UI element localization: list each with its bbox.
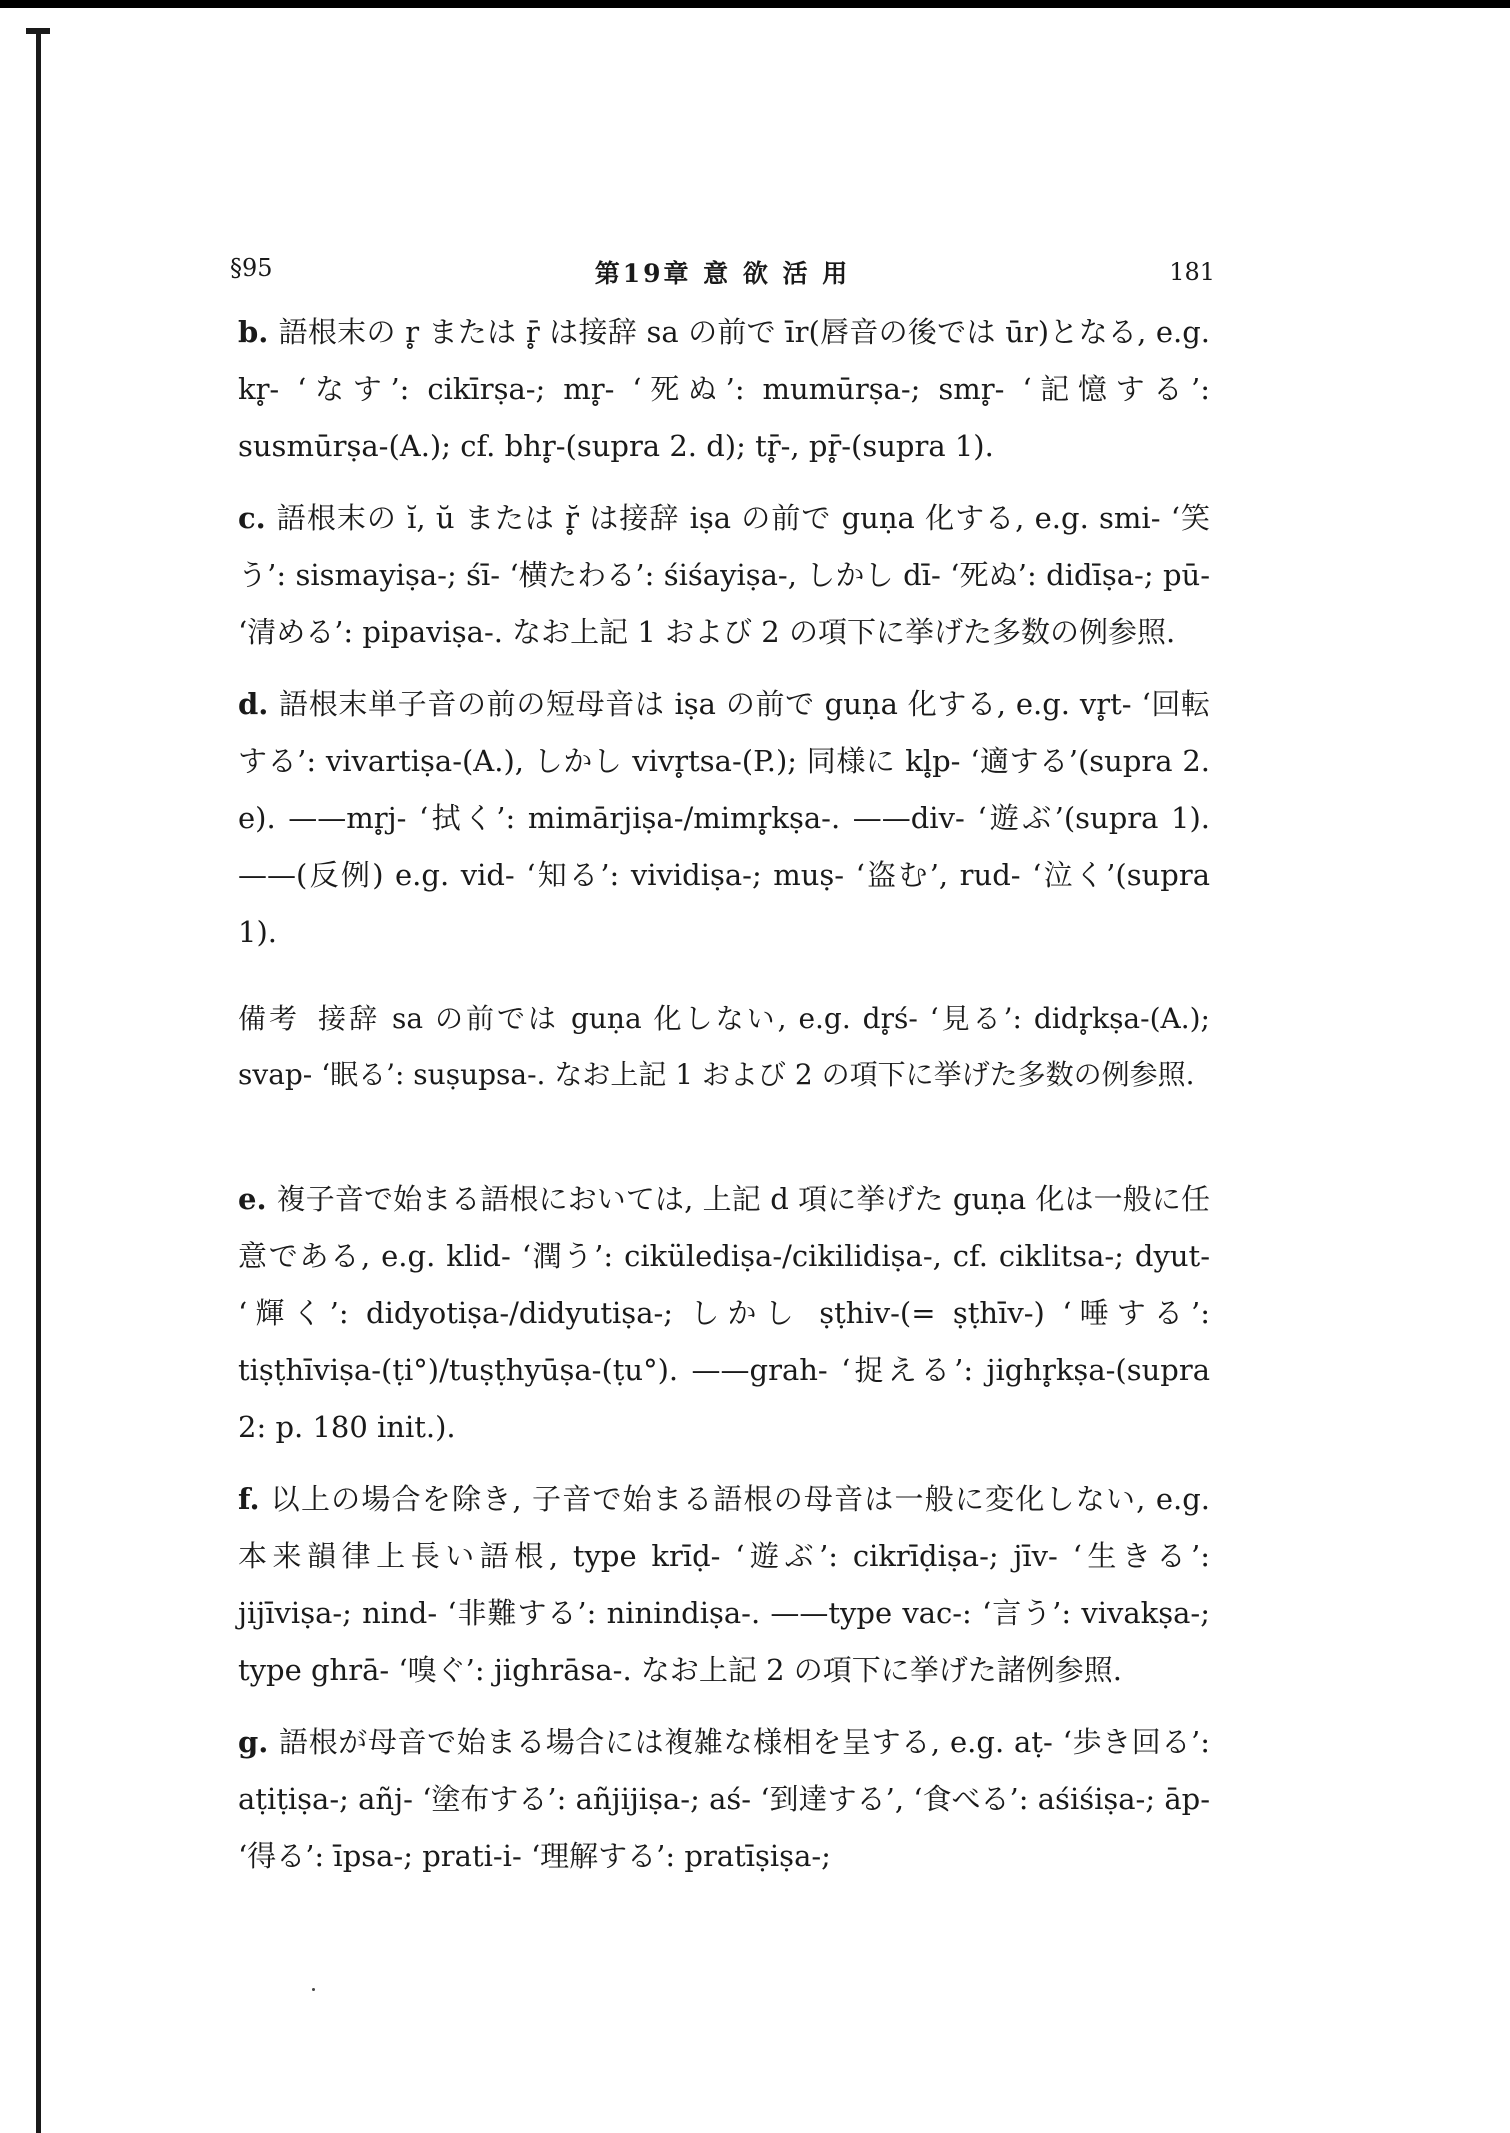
paragraph-label: c. [238, 501, 266, 535]
remark-note [238, 991, 1210, 1103]
section-number: §95 [230, 254, 273, 282]
page-left-edge [36, 30, 41, 2133]
page-top-edge [0, 0, 1510, 8]
paragraph-d [238, 676, 1210, 961]
paragraph-label: g. [238, 1725, 269, 1759]
paragraph-b [238, 304, 1210, 475]
paragraph-text: 複子音で始まる語根においては, 上記 d 項に挙げた guṇa 化は一般に任意である, e.g. klid- ‘潤う’: cikülediṣa-/cikilidiṣa-, cf. ciklitsa-; dyut- ‘輝く’: didyotiṣa-/didyutiṣa-; しかし ṣṭhiv-(= ṣṭhīv-) ‘唾する’: tiṣṭhīviṣa-(ṭi°)/tuṣṭhyūṣa-(ṭu°). ——grah- ‘捉える’: jighr̥kṣa-(supra 2: p. 180 init.). [238, 1182, 1210, 1444]
paragraph-g [238, 1714, 1210, 1885]
paragraph-label: d. [238, 687, 269, 721]
remark-text: 接辞 sa の前では guṇa 化しない, e.g. dr̥ś- ‘見る’: didr̥kṣa-(A.); svap- ‘眠る’: suṣupsa-. なお上記 1 および 2 の項下に挙げた多数の例参照. [238, 1002, 1210, 1091]
paragraph-e [238, 1171, 1210, 1456]
page-body [238, 304, 1210, 1885]
paragraph-text: 語根末の r̥ または r̥̄ は接辞 sa の前で īr(唇音の後では ūr)となる, e.g. kr̥- ‘なす’: cikīrṣa-; mr̥- ‘死ぬ’: mumūrṣa-; smr̥- ‘記憶する’: susmūrṣa-(A.); cf. bhr̥-(supra 2. d); tr̥̄-, pr̥̄-(supra 1). [238, 315, 1210, 463]
paragraph-label: e. [238, 1182, 267, 1216]
running-header [230, 254, 1215, 294]
paragraph-label: b. [238, 315, 269, 349]
stray-dot [312, 1988, 315, 1991]
paragraph-label: f. [238, 1482, 260, 1516]
paragraph-text: 以上の場合を除き, 子音で始まる語根の母音は一般に変化しない, e.g. 本来韻律上長い語根, type krīḍ- ‘遊ぶ’: cikrīḍiṣa-; jīv- ‘生きる’: jijīviṣa-; nind- ‘非難する’: ninindiṣa-. ——type vac-: ‘言う’: vivakṣa-; type ghrā- ‘嗅ぐ’: jighrāsa-. なお上記 2 の項下に挙げた諸例参照. [238, 1482, 1210, 1687]
chapter-title: 第19章 意 欲 活 用 [594, 259, 851, 288]
paragraph-text: 語根末単子音の前の短母音は iṣa の前で guṇa 化する, e.g. vr̥t- ‘回転する’: vivartiṣa-(A.), しかし vivr̥tsa-(P.); 同様に kl̥p- ‘適する’(supra 2. e). ——mr̥j- ‘拭く’: mimārjiṣa-/mimr̥kṣa-. ——div- ‘遊ぶ’(supra 1). ——(反例) e.g. vid- ‘知る’: vividiṣa-; muṣ- ‘盗む’, rud- ‘泣く’(supra 1). [238, 687, 1210, 949]
remark-label: 備考 [238, 1002, 301, 1035]
paragraph-text: 語根が母音で始まる場合には複雑な様相を呈する, e.g. aṭ- ‘歩き回る’: aṭiṭiṣa-; añj- ‘塗布する’: añjijiṣa-; aś- ‘到達する’, ‘食べる’: aśiśiṣa-; āp- ‘得る’: īpsa-; prati-i- ‘理解する’: pratīṣiṣa-; [238, 1725, 1210, 1873]
paragraph-c [238, 490, 1210, 661]
paragraph-text: 語根末の ĭ, ŭ または r̥̆ は接辞 iṣa の前で guṇa 化する, e.g. smi- ‘笑う’: sismayiṣa-; śī- ‘横たわる’: śiśayiṣa-, しかし dī- ‘死ぬ’: didīṣa-; pū- ‘清める’: pipaviṣa-. なお上記 1 および 2 の項下に挙げた多数の例参照. [238, 501, 1210, 649]
paragraph-f [238, 1471, 1210, 1699]
page-number: 181 [1169, 258, 1215, 286]
